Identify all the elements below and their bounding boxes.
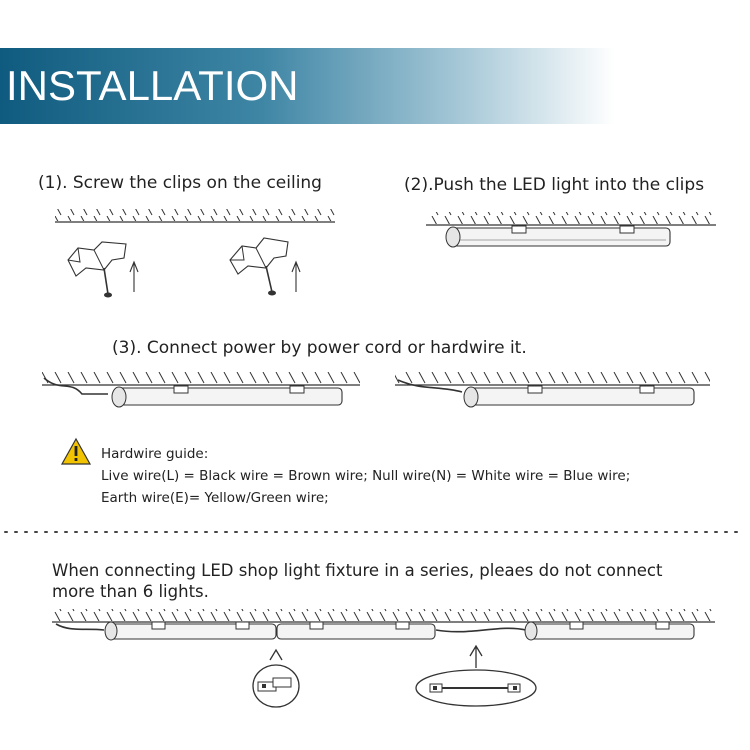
hardwire-guide-line-2: Earth wire(E)= Yellow/Green wire; (101, 490, 329, 506)
ceiling-step-3-left (42, 372, 360, 385)
ceiling-step-1 (55, 209, 335, 222)
clip-icon (230, 238, 288, 274)
ceiling-series (52, 609, 715, 622)
series-note-line-1: When connecting LED shop light fixture in a series, pleaes do not connect (52, 561, 663, 580)
led-tube-step-3-right (398, 380, 694, 407)
led-tube-series-3 (525, 622, 694, 640)
step-3-label: (3). Connect power by power cord or hardwire it. (112, 338, 527, 358)
arrow-up-icon (130, 262, 138, 292)
clip-icon (68, 242, 126, 276)
led-tube-series-2 (277, 622, 435, 639)
screw-icon (104, 268, 112, 298)
hardwire-guide-line-1: Live wire(L) = Black wire = Brown wire; Null wire(N) = White wire = Blue wire; (101, 468, 631, 484)
cable-callout (416, 646, 536, 706)
ceiling-step-3-right (395, 372, 710, 385)
ceiling-step-2 (426, 212, 716, 225)
step-2-label: (2).Push the LED light into the clips (404, 175, 705, 195)
screw-icon (266, 266, 276, 296)
arrow-up-icon (292, 262, 300, 292)
page-title: INSTALLATION (6, 62, 299, 109)
series-note-line-2: more than 6 lights. (52, 582, 209, 601)
led-tube-step-2 (446, 226, 670, 247)
hardwire-guide-heading: Hardwire guide: (101, 446, 209, 462)
step-1-label: (1). Screw the clips on the ceiling (38, 173, 322, 193)
led-tube-series-1 (56, 622, 276, 640)
